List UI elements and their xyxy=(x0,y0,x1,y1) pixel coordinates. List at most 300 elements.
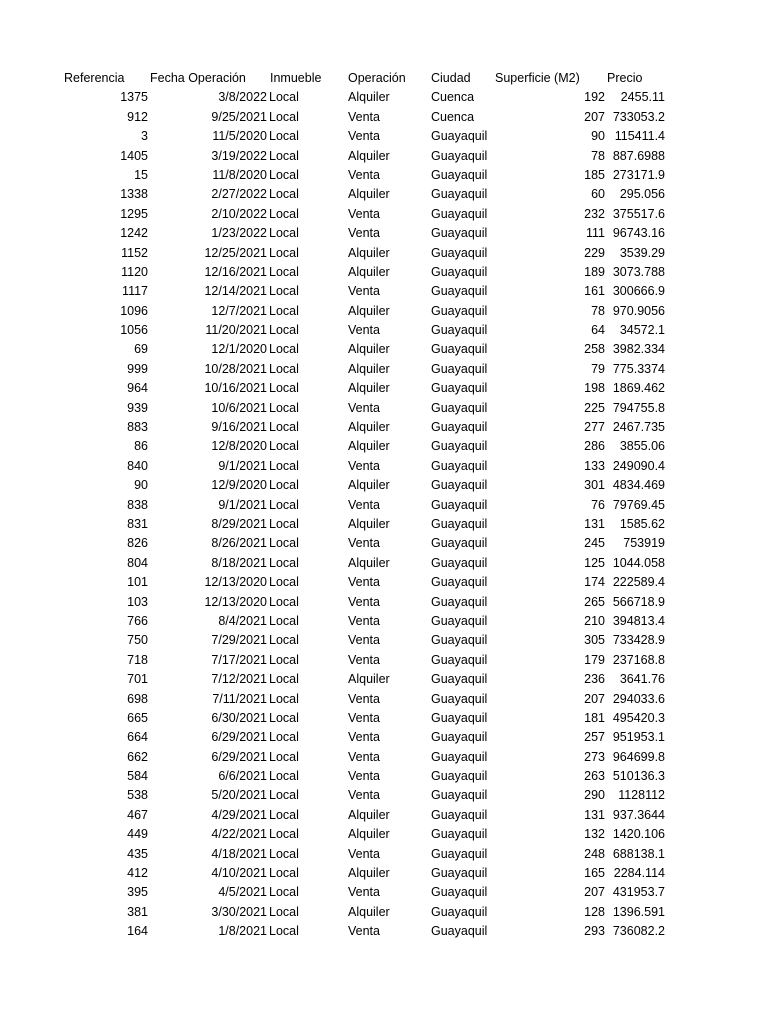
cell-operacion[interactable]: Alquiler xyxy=(348,555,390,570)
cell-fecha-operacion[interactable]: 12/7/2021 xyxy=(211,303,267,318)
cell-fecha-operacion[interactable]: 6/29/2021 xyxy=(211,749,267,764)
cell-superficie[interactable]: 125 xyxy=(584,555,605,570)
cell-operacion[interactable]: Alquiler xyxy=(348,90,390,105)
cell-ciudad[interactable]: Guayaquil xyxy=(431,555,488,570)
cell-ciudad[interactable]: Guayaquil xyxy=(431,323,488,338)
cell-operacion[interactable]: Venta xyxy=(348,497,380,512)
cell-ciudad[interactable]: Guayaquil xyxy=(431,381,488,396)
cell-referencia[interactable]: 164 xyxy=(127,924,148,939)
cell-precio[interactable]: 510136.3 xyxy=(612,769,665,784)
cell-ciudad[interactable]: Guayaquil xyxy=(431,788,488,803)
cell-fecha-operacion[interactable]: 8/4/2021 xyxy=(218,613,267,628)
cell-inmueble[interactable]: Local xyxy=(269,187,299,202)
cell-precio[interactable]: 794755.8 xyxy=(612,400,665,415)
cell-operacion[interactable]: Venta xyxy=(348,710,380,725)
cell-operacion[interactable]: Venta xyxy=(348,536,380,551)
cell-ciudad[interactable]: Guayaquil xyxy=(431,167,488,182)
cell-referencia[interactable]: 1096 xyxy=(120,303,148,318)
cell-fecha-operacion[interactable]: 6/29/2021 xyxy=(211,730,267,745)
cell-referencia[interactable]: 964 xyxy=(127,381,148,396)
cell-precio[interactable]: 1585.62 xyxy=(619,516,665,531)
cell-inmueble[interactable]: Local xyxy=(269,303,299,318)
cell-ciudad[interactable]: Guayaquil xyxy=(431,749,488,764)
cell-ciudad[interactable]: Guayaquil xyxy=(431,303,488,318)
cell-superficie[interactable]: 198 xyxy=(584,381,605,396)
header-referencia[interactable]: Referencia xyxy=(64,71,125,85)
cell-ciudad[interactable]: Guayaquil xyxy=(431,245,488,260)
cell-referencia[interactable]: 449 xyxy=(127,827,148,842)
cell-precio[interactable]: 688138.1 xyxy=(612,846,665,861)
cell-inmueble[interactable]: Local xyxy=(269,90,299,105)
cell-ciudad[interactable]: Guayaquil xyxy=(431,129,488,144)
cell-superficie[interactable]: 236 xyxy=(584,672,605,687)
cell-fecha-operacion[interactable]: 4/29/2021 xyxy=(211,807,267,822)
cell-referencia[interactable]: 999 xyxy=(127,361,148,376)
header-operacion[interactable]: Operación xyxy=(348,71,406,85)
cell-superficie[interactable]: 207 xyxy=(584,885,605,900)
cell-precio[interactable]: 431953.7 xyxy=(612,885,665,900)
cell-referencia[interactable]: 826 xyxy=(127,536,148,551)
cell-fecha-operacion[interactable]: 12/14/2021 xyxy=(204,284,267,299)
cell-superficie[interactable]: 132 xyxy=(584,827,605,842)
cell-operacion[interactable]: Venta xyxy=(348,323,380,338)
cell-precio[interactable]: 34572.1 xyxy=(619,323,665,338)
cell-operacion[interactable]: Venta xyxy=(348,730,380,745)
cell-inmueble[interactable]: Local xyxy=(269,827,299,842)
cell-inmueble[interactable]: Local xyxy=(269,245,299,260)
cell-referencia[interactable]: 381 xyxy=(127,904,148,919)
cell-precio[interactable]: 249090.4 xyxy=(612,458,665,473)
cell-inmueble[interactable]: Local xyxy=(269,148,299,163)
cell-superficie[interactable]: 192 xyxy=(584,90,605,105)
cell-fecha-operacion[interactable]: 7/29/2021 xyxy=(211,633,267,648)
cell-superficie[interactable]: 64 xyxy=(591,323,605,338)
cell-inmueble[interactable]: Local xyxy=(269,400,299,415)
cell-ciudad[interactable]: Guayaquil xyxy=(431,710,488,725)
cell-operacion[interactable]: Venta xyxy=(348,749,380,764)
cell-precio[interactable]: 733428.9 xyxy=(612,633,665,648)
cell-precio[interactable]: 964699.8 xyxy=(612,749,665,764)
cell-precio[interactable]: 3073.788 xyxy=(612,264,665,279)
cell-superficie[interactable]: 248 xyxy=(584,846,605,861)
cell-precio[interactable]: 1396.591 xyxy=(612,904,665,919)
cell-superficie[interactable]: 258 xyxy=(584,342,605,357)
cell-referencia[interactable]: 103 xyxy=(127,594,148,609)
cell-ciudad[interactable]: Guayaquil xyxy=(431,827,488,842)
cell-inmueble[interactable]: Local xyxy=(269,807,299,822)
cell-ciudad[interactable]: Guayaquil xyxy=(431,400,488,415)
cell-precio[interactable]: 96743.16 xyxy=(612,226,665,241)
cell-referencia[interactable]: 883 xyxy=(127,420,148,435)
cell-referencia[interactable]: 665 xyxy=(127,710,148,725)
cell-referencia[interactable]: 1375 xyxy=(120,90,148,105)
cell-ciudad[interactable]: Guayaquil xyxy=(431,226,488,241)
cell-superficie[interactable]: 286 xyxy=(584,439,605,454)
cell-operacion[interactable]: Alquiler xyxy=(348,672,390,687)
cell-referencia[interactable]: 395 xyxy=(127,885,148,900)
cell-ciudad[interactable]: Guayaquil xyxy=(431,846,488,861)
cell-precio[interactable]: 3982.334 xyxy=(612,342,665,357)
cell-operacion[interactable]: Venta xyxy=(348,769,380,784)
cell-operacion[interactable]: Alquiler xyxy=(348,187,390,202)
cell-precio[interactable]: 495420.3 xyxy=(612,710,665,725)
cell-ciudad[interactable]: Guayaquil xyxy=(431,885,488,900)
header-superficie[interactable]: Superficie (M2) xyxy=(495,71,580,85)
cell-fecha-operacion[interactable]: 6/30/2021 xyxy=(211,710,267,725)
cell-referencia[interactable]: 101 xyxy=(127,575,148,590)
cell-operacion[interactable]: Venta xyxy=(348,458,380,473)
cell-fecha-operacion[interactable]: 9/25/2021 xyxy=(211,109,267,124)
cell-fecha-operacion[interactable]: 6/6/2021 xyxy=(218,769,267,784)
cell-superficie[interactable]: 229 xyxy=(584,245,605,260)
cell-precio[interactable]: 237168.8 xyxy=(612,652,665,667)
cell-precio[interactable]: 1869.462 xyxy=(612,381,665,396)
cell-fecha-operacion[interactable]: 8/18/2021 xyxy=(211,555,267,570)
cell-superficie[interactable]: 185 xyxy=(584,167,605,182)
cell-precio[interactable]: 951953.1 xyxy=(612,730,665,745)
cell-superficie[interactable]: 76 xyxy=(591,497,605,512)
cell-inmueble[interactable]: Local xyxy=(269,226,299,241)
cell-precio[interactable]: 79769.45 xyxy=(612,497,665,512)
cell-fecha-operacion[interactable]: 8/29/2021 xyxy=(211,516,267,531)
cell-referencia[interactable]: 1295 xyxy=(120,206,148,221)
cell-ciudad[interactable]: Guayaquil xyxy=(431,458,488,473)
cell-referencia[interactable]: 1405 xyxy=(120,148,148,163)
cell-ciudad[interactable]: Guayaquil xyxy=(431,206,488,221)
cell-operacion[interactable]: Venta xyxy=(348,284,380,299)
cell-ciudad[interactable]: Guayaquil xyxy=(431,148,488,163)
cell-superficie[interactable]: 174 xyxy=(584,575,605,590)
cell-ciudad[interactable]: Guayaquil xyxy=(431,672,488,687)
cell-precio[interactable]: 2284.114 xyxy=(613,866,665,881)
cell-inmueble[interactable]: Local xyxy=(269,516,299,531)
cell-superficie[interactable]: 189 xyxy=(584,264,605,279)
cell-inmueble[interactable]: Local xyxy=(269,323,299,338)
cell-superficie[interactable]: 131 xyxy=(584,516,605,531)
cell-referencia[interactable]: 912 xyxy=(127,109,148,124)
cell-superficie[interactable]: 245 xyxy=(584,536,605,551)
cell-operacion[interactable]: Venta xyxy=(348,924,380,939)
cell-referencia[interactable]: 435 xyxy=(127,846,148,861)
cell-inmueble[interactable]: Local xyxy=(269,478,299,493)
cell-referencia[interactable]: 831 xyxy=(127,516,148,531)
cell-fecha-operacion[interactable]: 12/13/2020 xyxy=(204,594,267,609)
cell-fecha-operacion[interactable]: 8/26/2021 xyxy=(211,536,267,551)
cell-superficie[interactable]: 131 xyxy=(584,807,605,822)
cell-fecha-operacion[interactable]: 11/20/2021 xyxy=(205,323,267,338)
cell-fecha-operacion[interactable]: 4/5/2021 xyxy=(218,885,267,900)
cell-operacion[interactable]: Venta xyxy=(348,594,380,609)
cell-fecha-operacion[interactable]: 12/9/2020 xyxy=(211,478,267,493)
cell-ciudad[interactable]: Guayaquil xyxy=(431,420,488,435)
cell-precio[interactable]: 294033.6 xyxy=(612,691,665,706)
cell-inmueble[interactable]: Local xyxy=(269,536,299,551)
cell-inmueble[interactable]: Local xyxy=(269,846,299,861)
cell-precio[interactable]: 300666.9 xyxy=(612,284,665,299)
cell-superficie[interactable]: 257 xyxy=(584,730,605,745)
cell-superficie[interactable]: 79 xyxy=(591,361,605,376)
cell-inmueble[interactable]: Local xyxy=(269,381,299,396)
cell-superficie[interactable]: 265 xyxy=(584,594,605,609)
cell-superficie[interactable]: 263 xyxy=(584,769,605,784)
cell-precio[interactable]: 736082.2 xyxy=(612,924,665,939)
cell-ciudad[interactable]: Guayaquil xyxy=(431,575,488,590)
cell-superficie[interactable]: 128 xyxy=(584,904,605,919)
cell-precio[interactable]: 937.3644 xyxy=(612,807,665,822)
cell-precio[interactable]: 3641.76 xyxy=(619,672,665,687)
cell-fecha-operacion[interactable]: 4/10/2021 xyxy=(211,866,267,881)
cell-inmueble[interactable]: Local xyxy=(269,458,299,473)
cell-ciudad[interactable]: Guayaquil xyxy=(431,264,488,279)
cell-fecha-operacion[interactable]: 7/17/2021 xyxy=(211,652,267,667)
cell-fecha-operacion[interactable]: 1/8/2021 xyxy=(218,924,267,939)
cell-precio[interactable]: 273171.9 xyxy=(612,167,665,182)
cell-superficie[interactable]: 207 xyxy=(584,109,605,124)
cell-referencia[interactable]: 86 xyxy=(134,439,148,454)
cell-fecha-operacion[interactable]: 2/10/2022 xyxy=(211,206,267,221)
cell-referencia[interactable]: 1117 xyxy=(122,284,148,299)
cell-inmueble[interactable]: Local xyxy=(269,575,299,590)
cell-fecha-operacion[interactable]: 9/1/2021 xyxy=(218,497,267,512)
cell-operacion[interactable]: Venta xyxy=(348,226,380,241)
cell-referencia[interactable]: 662 xyxy=(127,749,148,764)
cell-referencia[interactable]: 664 xyxy=(127,730,148,745)
cell-referencia[interactable]: 467 xyxy=(127,807,148,822)
cell-superficie[interactable]: 111 xyxy=(585,226,605,241)
cell-operacion[interactable]: Venta xyxy=(348,109,380,124)
cell-precio[interactable]: 295.056 xyxy=(619,187,665,202)
cell-inmueble[interactable]: Local xyxy=(269,672,299,687)
cell-precio[interactable]: 1420.106 xyxy=(612,827,665,842)
cell-ciudad[interactable]: Guayaquil xyxy=(431,691,488,706)
cell-inmueble[interactable]: Local xyxy=(269,420,299,435)
cell-operacion[interactable]: Alquiler xyxy=(348,827,390,842)
cell-referencia[interactable]: 1152 xyxy=(121,245,148,260)
header-ciudad[interactable]: Ciudad xyxy=(431,71,471,85)
cell-operacion[interactable]: Alquiler xyxy=(348,381,390,396)
header-inmueble[interactable]: Inmueble xyxy=(270,71,322,85)
cell-fecha-operacion[interactable]: 1/23/2022 xyxy=(211,226,267,241)
cell-precio[interactable]: 733053.2 xyxy=(612,109,665,124)
cell-precio[interactable]: 4834.469 xyxy=(612,478,665,493)
cell-ciudad[interactable]: Guayaquil xyxy=(431,478,488,493)
cell-operacion[interactable]: Alquiler xyxy=(348,264,390,279)
cell-fecha-operacion[interactable]: 11/8/2020 xyxy=(212,167,267,182)
cell-fecha-operacion[interactable]: 10/6/2021 xyxy=(211,400,267,415)
cell-precio[interactable]: 775.3374 xyxy=(612,361,665,376)
cell-inmueble[interactable]: Local xyxy=(269,129,299,144)
cell-precio[interactable]: 2455.11 xyxy=(620,90,665,105)
cell-referencia[interactable]: 750 xyxy=(127,633,148,648)
cell-precio[interactable]: 222589.4 xyxy=(612,575,665,590)
cell-inmueble[interactable]: Local xyxy=(269,904,299,919)
cell-inmueble[interactable]: Local xyxy=(269,594,299,609)
cell-referencia[interactable]: 3 xyxy=(141,129,148,144)
cell-referencia[interactable]: 1056 xyxy=(120,323,148,338)
cell-superficie[interactable]: 273 xyxy=(584,749,605,764)
cell-operacion[interactable]: Venta xyxy=(348,788,380,803)
cell-fecha-operacion[interactable]: 4/18/2021 xyxy=(211,846,267,861)
cell-ciudad[interactable]: Guayaquil xyxy=(431,924,488,939)
cell-precio[interactable]: 394813.4 xyxy=(612,613,665,628)
cell-precio[interactable]: 970.9056 xyxy=(612,303,665,318)
cell-ciudad[interactable]: Cuenca xyxy=(431,90,475,105)
cell-fecha-operacion[interactable]: 10/16/2021 xyxy=(204,381,267,396)
cell-fecha-operacion[interactable]: 12/1/2020 xyxy=(211,342,267,357)
cell-referencia[interactable]: 766 xyxy=(127,613,148,628)
cell-operacion[interactable]: Alquiler xyxy=(348,361,390,376)
cell-precio[interactable]: 887.6988 xyxy=(612,148,665,163)
cell-operacion[interactable]: Alquiler xyxy=(348,439,390,454)
cell-ciudad[interactable]: Guayaquil xyxy=(431,361,488,376)
cell-superficie[interactable]: 225 xyxy=(584,400,605,415)
cell-superficie[interactable]: 90 xyxy=(591,129,605,144)
cell-ciudad[interactable]: Guayaquil xyxy=(431,633,488,648)
cell-operacion[interactable]: Venta xyxy=(348,613,380,628)
cell-superficie[interactable]: 305 xyxy=(584,633,605,648)
cell-inmueble[interactable]: Local xyxy=(269,264,299,279)
cell-referencia[interactable]: 1338 xyxy=(120,187,148,202)
cell-ciudad[interactable]: Guayaquil xyxy=(431,769,488,784)
cell-precio[interactable]: 753919 xyxy=(623,536,665,551)
cell-referencia[interactable]: 538 xyxy=(127,788,148,803)
cell-operacion[interactable]: Venta xyxy=(348,575,380,590)
cell-ciudad[interactable]: Guayaquil xyxy=(431,613,488,628)
cell-operacion[interactable]: Alquiler xyxy=(348,478,390,493)
cell-operacion[interactable]: Venta xyxy=(348,846,380,861)
cell-fecha-operacion[interactable]: 9/16/2021 xyxy=(211,420,267,435)
cell-inmueble[interactable]: Local xyxy=(269,749,299,764)
cell-referencia[interactable]: 90 xyxy=(134,478,148,493)
cell-referencia[interactable]: 840 xyxy=(127,458,148,473)
cell-operacion[interactable]: Venta xyxy=(348,652,380,667)
cell-fecha-operacion[interactable]: 3/8/2022 xyxy=(218,90,267,105)
cell-referencia[interactable]: 584 xyxy=(127,769,148,784)
cell-operacion[interactable]: Venta xyxy=(348,129,380,144)
cell-referencia[interactable]: 15 xyxy=(134,167,148,182)
cell-fecha-operacion[interactable]: 7/12/2021 xyxy=(211,672,267,687)
cell-operacion[interactable]: Alquiler xyxy=(348,904,390,919)
cell-superficie[interactable]: 60 xyxy=(591,187,605,202)
cell-ciudad[interactable]: Guayaquil xyxy=(431,187,488,202)
cell-ciudad[interactable]: Guayaquil xyxy=(431,807,488,822)
cell-fecha-operacion[interactable]: 2/27/2022 xyxy=(211,187,267,202)
header-precio[interactable]: Precio xyxy=(607,71,643,85)
cell-referencia[interactable]: 838 xyxy=(127,497,148,512)
cell-operacion[interactable]: Alquiler xyxy=(348,342,390,357)
cell-inmueble[interactable]: Local xyxy=(269,342,299,357)
cell-superficie[interactable]: 133 xyxy=(584,458,605,473)
header-fecha-operacion[interactable]: Fecha Operación xyxy=(150,71,246,85)
cell-ciudad[interactable]: Guayaquil xyxy=(431,866,488,881)
cell-operacion[interactable]: Alquiler xyxy=(348,807,390,822)
cell-fecha-operacion[interactable]: 12/16/2021 xyxy=(204,264,267,279)
cell-referencia[interactable]: 701 xyxy=(127,672,148,687)
cell-inmueble[interactable]: Local xyxy=(269,866,299,881)
cell-operacion[interactable]: Alquiler xyxy=(348,866,390,881)
cell-ciudad[interactable]: Guayaquil xyxy=(431,536,488,551)
cell-precio[interactable]: 3855.06 xyxy=(619,439,665,454)
cell-ciudad[interactable]: Guayaquil xyxy=(431,497,488,512)
cell-inmueble[interactable]: Local xyxy=(269,361,299,376)
cell-superficie[interactable]: 293 xyxy=(584,924,605,939)
cell-operacion[interactable]: Alquiler xyxy=(348,516,390,531)
cell-inmueble[interactable]: Local xyxy=(269,652,299,667)
cell-inmueble[interactable]: Local xyxy=(269,109,299,124)
cell-operacion[interactable]: Venta xyxy=(348,885,380,900)
cell-operacion[interactable]: Venta xyxy=(348,633,380,648)
cell-operacion[interactable]: Alquiler xyxy=(348,303,390,318)
cell-precio[interactable]: 1128112 xyxy=(618,788,665,803)
cell-ciudad[interactable]: Guayaquil xyxy=(431,342,488,357)
cell-operacion[interactable]: Alquiler xyxy=(348,245,390,260)
cell-referencia[interactable]: 412 xyxy=(127,866,148,881)
cell-fecha-operacion[interactable]: 11/5/2020 xyxy=(212,129,267,144)
cell-superficie[interactable]: 78 xyxy=(591,303,605,318)
cell-fecha-operacion[interactable]: 7/11/2021 xyxy=(212,691,267,706)
cell-operacion[interactable]: Venta xyxy=(348,400,380,415)
cell-ciudad[interactable]: Guayaquil xyxy=(431,594,488,609)
cell-inmueble[interactable]: Local xyxy=(269,439,299,454)
cell-fecha-operacion[interactable]: 9/1/2021 xyxy=(218,458,267,473)
cell-ciudad[interactable]: Guayaquil xyxy=(431,439,488,454)
cell-superficie[interactable]: 161 xyxy=(584,284,605,299)
cell-ciudad[interactable]: Guayaquil xyxy=(431,284,488,299)
cell-precio[interactable]: 1044.058 xyxy=(612,555,665,570)
cell-inmueble[interactable]: Local xyxy=(269,730,299,745)
cell-referencia[interactable]: 804 xyxy=(127,555,148,570)
cell-operacion[interactable]: Venta xyxy=(348,167,380,182)
cell-operacion[interactable]: Venta xyxy=(348,691,380,706)
cell-inmueble[interactable]: Local xyxy=(269,691,299,706)
cell-inmueble[interactable]: Local xyxy=(269,284,299,299)
cell-inmueble[interactable]: Local xyxy=(269,710,299,725)
cell-precio[interactable]: 115411.4 xyxy=(614,129,665,144)
cell-superficie[interactable]: 210 xyxy=(584,613,605,628)
cell-superficie[interactable]: 232 xyxy=(584,206,605,221)
cell-operacion[interactable]: Alquiler xyxy=(348,420,390,435)
cell-ciudad[interactable]: Guayaquil xyxy=(431,904,488,919)
cell-referencia[interactable]: 1120 xyxy=(121,264,148,279)
cell-superficie[interactable]: 179 xyxy=(584,652,605,667)
cell-ciudad[interactable]: Cuenca xyxy=(431,109,475,124)
cell-precio[interactable]: 2467.735 xyxy=(612,420,665,435)
cell-referencia[interactable]: 939 xyxy=(127,400,148,415)
cell-superficie[interactable]: 181 xyxy=(584,710,605,725)
cell-ciudad[interactable]: Guayaquil xyxy=(431,730,488,745)
cell-superficie[interactable]: 207 xyxy=(584,691,605,706)
cell-inmueble[interactable]: Local xyxy=(269,633,299,648)
cell-precio[interactable]: 3539.29 xyxy=(619,245,665,260)
cell-fecha-operacion[interactable]: 4/22/2021 xyxy=(211,827,267,842)
cell-inmueble[interactable]: Local xyxy=(269,769,299,784)
cell-superficie[interactable]: 277 xyxy=(584,420,605,435)
cell-superficie[interactable]: 290 xyxy=(584,788,605,803)
cell-precio[interactable]: 375517.6 xyxy=(612,206,665,221)
cell-referencia[interactable]: 718 xyxy=(127,652,148,667)
cell-fecha-operacion[interactable]: 10/28/2021 xyxy=(204,361,267,376)
cell-inmueble[interactable]: Local xyxy=(269,555,299,570)
cell-fecha-operacion[interactable]: 12/13/2020 xyxy=(204,575,267,590)
cell-fecha-operacion[interactable]: 12/25/2021 xyxy=(204,245,267,260)
cell-inmueble[interactable]: Local xyxy=(269,167,299,182)
cell-superficie[interactable]: 78 xyxy=(591,148,605,163)
cell-inmueble[interactable]: Local xyxy=(269,924,299,939)
cell-ciudad[interactable]: Guayaquil xyxy=(431,652,488,667)
cell-fecha-operacion[interactable]: 12/8/2020 xyxy=(211,439,267,454)
cell-fecha-operacion[interactable]: 5/20/2021 xyxy=(211,788,267,803)
cell-ciudad[interactable]: Guayaquil xyxy=(431,516,488,531)
